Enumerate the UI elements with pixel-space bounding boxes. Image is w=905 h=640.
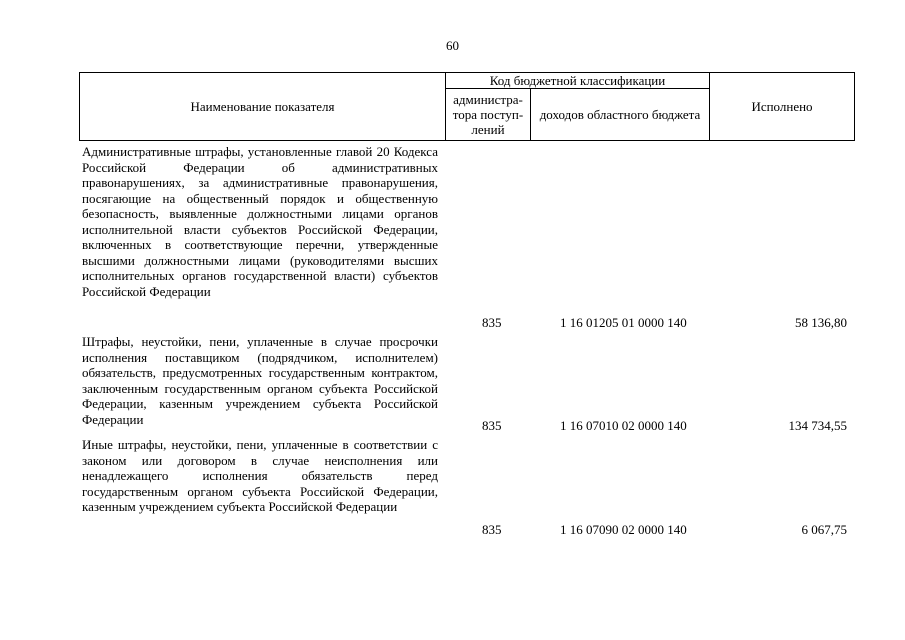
header-income-column: доходов областного бюджета: [531, 89, 710, 141]
row-2-executed: 134 734,55: [788, 418, 847, 433]
row-1-executed: 58 136,80: [795, 315, 847, 330]
row-2-admin-code: 835: [482, 418, 502, 433]
row-1-name: Административные штрафы, установленные главой 20 Кодекса Российской Федерации об административных правонарушениях, за административные правонарушения, посягающие на общественный порядок и общественную безопасность, выявленные должностными лицами органов исполнительной власти субъектов Российской Федерации, включенных в соответствующие перечни, утвержденные высшими должностными лицами (руководителями высших исполнительных органов государственной власти) субъектов Российской Федерации: [82, 144, 438, 299]
page-number: 60: [446, 38, 459, 53]
row-3-income-code: 1 16 07090 02 0000 140: [560, 522, 687, 537]
table-header: [79, 72, 855, 141]
row-2-income-code: 1 16 07010 02 0000 140: [560, 418, 687, 433]
row-2-name: Штрафы, неустойки, пени, уплаченные в случае просрочки исполнения поставщиком (подрядчиком, исполнителем) обязательств, предусмотренных государственным контрактом, заключенным государственным органом субъекта Российской Федерации, казенным учреждением субъекта Российской Федерации: [82, 334, 438, 427]
header-admin-column: администра-тора поступ-лений: [446, 89, 531, 141]
row-3-admin-code: 835: [482, 522, 502, 537]
row-1-income-code: 1 16 01205 01 0000 140: [560, 315, 687, 330]
row-3-name: Иные штрафы, неустойки, пени, уплаченные в соответствии с законом или договором в случае неисполнения или ненадлежащего исполнения обязательств перед государственным органом субъекта Российской Федерации, казенным учреждением субъекта Российской Федерации: [82, 437, 438, 514]
header-name-column: Наименование показателя: [80, 73, 446, 141]
header-classification-group: Код бюджетной классификации: [446, 73, 710, 89]
row-3-executed: 6 067,75: [801, 522, 847, 537]
row-1-admin-code: 835: [482, 315, 502, 330]
header-executed-column: Исполнено: [710, 73, 855, 141]
